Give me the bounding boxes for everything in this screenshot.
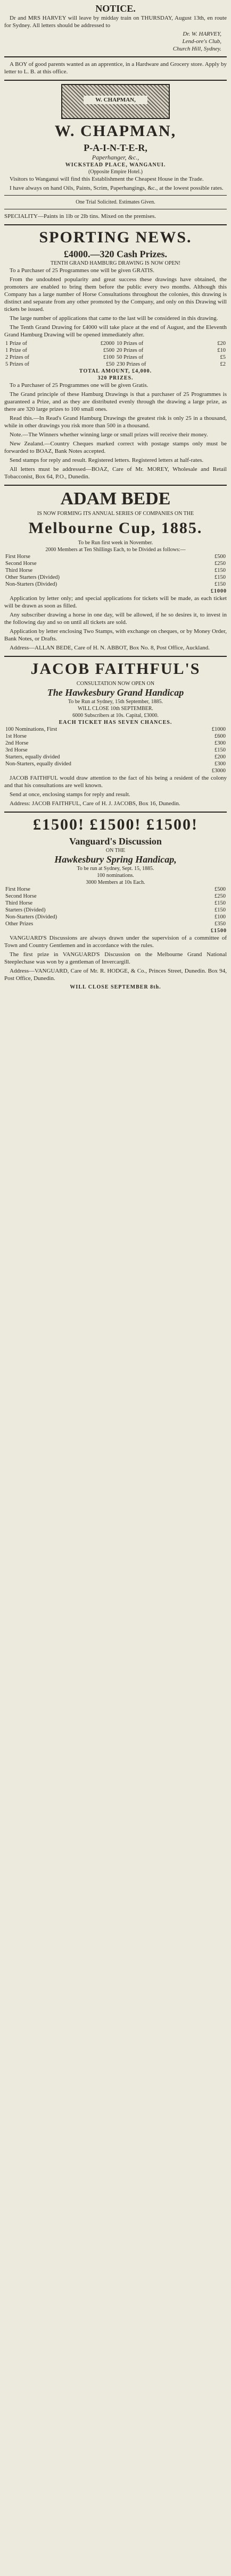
table-cell: £150 — [214, 747, 226, 753]
divider — [4, 80, 227, 81]
table-cell: Non-Starters (Divided) — [5, 581, 57, 587]
table-cell: 100 Nominations, First — [5, 727, 57, 732]
table-cell: Other Starters (Divided) — [5, 575, 60, 580]
notice-title: NOTICE. — [95, 3, 136, 14]
table-cell: 5 Prizes of — [5, 361, 29, 367]
table-cell: 1 Prize of — [5, 348, 27, 353]
chapman-opp: (Opposite Empire Hotel.) — [88, 169, 143, 175]
table-cell: 2 Prizes of — [5, 354, 29, 360]
table-cell: £500 — [214, 886, 226, 892]
table-cell: £300 — [214, 740, 226, 746]
sporting-prize-table — [4, 340, 227, 368]
table-cell: 3rd Horse — [5, 747, 28, 753]
sporting-p8: Send stamps for reply and result. Registered letters. Registered letters at half-rates. — [10, 457, 204, 463]
sporting-p1: From the undoubted popularity and great success these drawings have obtained, the promoters are enabled to bring them before the public every two months. Although this Company has a large number of Horse Consultations throughout the colonies, this drawing is distinct and separate from any other promoted by the Company, and only on this Drawing will tickets be issued. — [4, 276, 227, 313]
table-cell: £150 — [214, 581, 226, 587]
table-cell: Other Prizes — [5, 921, 34, 927]
table-cell: £100 — [214, 914, 226, 920]
notice-block — [4, 3, 227, 52]
jacob-ad — [4, 660, 227, 807]
table-cell — [4, 767, 184, 774]
adam-cup: Melbourne Cup, 1885. — [28, 519, 203, 537]
sporting-p5: Read this.—In Read's Grand Hamburg Drawings the greatest risk is only 25 in a thousand, while in other drawings you risk more than 500 in a thousand. — [4, 415, 227, 429]
table-cell: £500 — [103, 348, 114, 353]
vanguard-p3: Address—VANGUARD, Care of Mr. R. HODGE, & Co., Princes Street, Dunedin. Box 94, Post Office, Dunedin. — [4, 968, 227, 982]
adam-p3: Application by letter enclosing Two Stamps, with exchange on cheques, or by Money Order, Bank Notes, or Drafts. — [4, 628, 227, 642]
table-row — [4, 914, 227, 920]
chapman-special: SPECIALITY—Paints in 1lb or 2lb tins. Mixed on the premises. — [4, 213, 156, 219]
sporting-title: SPORTING NEWS. — [39, 229, 192, 246]
table-cell: £150 — [214, 907, 226, 913]
table-row — [4, 354, 227, 361]
table-cell: £10 — [217, 348, 226, 353]
table-row — [4, 747, 227, 754]
table-cell: £2 — [220, 361, 226, 367]
adam-line3: 2000 Members at Ten Shillings Each, to be Divided as follows:— — [45, 547, 186, 553]
table-cell: £150 — [214, 900, 226, 906]
divider — [4, 224, 227, 225]
vanguard-p1: VANGUARD'S Discussions are always drawn under the supervision of a committee of Town and Country Gentlemen and in accordance with the rules. — [4, 935, 227, 949]
adam-bede-ad — [4, 489, 227, 652]
jacob-line2: To be Run at Sydney, 15th September, 1885. — [68, 699, 163, 705]
table-cell: Starters (Divided) — [5, 907, 46, 913]
adam-prize-table — [4, 553, 227, 588]
jacob-p3: Address: JACOB FAITHFUL, Care of H. J. JACOBS, Box 16, Dunedin. — [10, 800, 180, 807]
newspaper-column — [4, 0, 227, 994]
divider — [4, 195, 227, 196]
table-cell: 20 Prizes of — [116, 348, 144, 353]
table-cell: £250 — [214, 893, 226, 899]
table-row — [4, 893, 227, 900]
adam-p4: Address—ALLAN BEDE, Care of H. N. ABBOT, Box No. 8, Post Office, Auckland. — [10, 645, 210, 651]
table-cell: £20 — [217, 341, 226, 347]
table-cell: 50 Prizes of — [116, 354, 144, 360]
table-row — [4, 553, 227, 560]
chapman-name: W. CHAPMAN, — [54, 122, 177, 140]
vanguard-prize-table — [4, 886, 227, 927]
sporting-p2: The large number of applications that came to the last will be considered in this drawing. — [10, 315, 218, 322]
jacob-title: JACOB FAITHFUL'S — [30, 660, 201, 678]
table-cell: 1 Prize of — [5, 341, 27, 347]
table-cell: Second Horse — [5, 561, 37, 567]
table-row — [4, 754, 227, 761]
table-cell: £150 — [214, 575, 226, 580]
table-cell: First Horse — [5, 554, 30, 560]
sporting-lead2: To a Purchaser of 25 Programmes one will be given Gratis. — [10, 382, 148, 388]
jacob-p2: Send at once, enclosing stamps for reply and result. — [10, 791, 130, 798]
chapman-address: WICKSTEAD PLACE, WANGANUI. — [65, 162, 166, 168]
table-row — [4, 581, 227, 588]
table-row — [4, 567, 227, 574]
table-cell: Third Horse — [5, 900, 33, 906]
notice-addr1: Dr. W. HARVEY, — [183, 31, 221, 37]
jacob-line5: EACH TICKET HAS SEVEN CHANCES. — [59, 720, 172, 725]
table-row — [4, 900, 227, 907]
jacob-line1: CONSULTATION NOW OPEN ON — [76, 681, 155, 687]
table-row — [4, 907, 227, 914]
chapman-logo — [61, 84, 170, 119]
adam-line2: To be Run first week in November. — [78, 540, 153, 546]
chapman-line: One Trial Solicited. Estimates Given. — [76, 199, 155, 205]
vanguard-p2: The first prize in VANGUARD'S Discussion on the Melbourne Grand National Steeplechase was won by a gentleman of Invercargill. — [4, 951, 227, 965]
sporting-p4: The Grand principle of these Hamburg Drawings is that a purchaser of 25 Programmes is guaranteed a Prize, and as they are distributed evenly through the drawing a large prize, as there are 320 large prizes to 100 small ones. — [4, 391, 227, 412]
vanguard-line3: 100 nominations. — [97, 873, 134, 879]
jacob-prize-table — [4, 726, 227, 774]
jacob-p1: JACOB FAITHFUL would draw attention to the fact of his being a resident of the colony and that his consultations are well known. — [4, 775, 227, 789]
divider — [4, 812, 227, 813]
jacob-cup: The Hawkesbury Grand Handicap — [47, 687, 184, 698]
table-row — [4, 886, 227, 893]
table-row — [4, 726, 227, 733]
chapman-p2: I have always on hand Oils, Paints, Scrim, Paperhangings, &c., at the lowest possible rates. — [10, 185, 224, 191]
table-cell: £5 — [220, 354, 226, 360]
sporting-lead: To a Purchaser of 25 Programmes one will be given GRATIS. — [10, 267, 155, 274]
chapman-ad — [4, 84, 227, 220]
vanguard-closing: WILL CLOSE SEPTEMBER 8th. — [70, 984, 161, 990]
vanguard-line1: ON THE — [105, 848, 126, 854]
notice-body: Dr and MRS HARVEY will leave by midday train on THURSDAY, August 13th, en route for Sydney. All letters should be addressed to — [4, 15, 227, 29]
sporting-p3: The Tenth Grand Drawing for £4000 will take place at the end of August, and the Eleventh Grand Hamburg Drawing will be opened immediately after. — [4, 324, 227, 338]
table-row — [4, 361, 227, 368]
chapman-logo-name: W. CHAPMAN, — [84, 96, 147, 104]
table-row — [4, 733, 227, 740]
table-cell: Second Horse — [5, 893, 37, 899]
adam-title: ADAM BEDE — [60, 489, 171, 509]
adam-p2: Any subscriber drawing a horse in one day, will be allowed, if he so desires it, to invest in the following day and so on until all tickets are sold. — [4, 612, 227, 626]
table-row — [4, 347, 227, 354]
sporting-sub: TENTH GRAND HAMBURG DRAWING IS NOW OPEN! — [50, 260, 180, 266]
divider — [4, 485, 227, 486]
table-cell: Third Horse — [5, 568, 33, 573]
table-cell: £1000 — [211, 727, 226, 732]
table-cell: £350 — [214, 921, 226, 927]
sporting-total: TOTAL AMOUNT, £4,000. — [79, 368, 152, 374]
table-row — [4, 740, 227, 747]
vanguard-banner: £1500! £1500! £1500! — [33, 816, 198, 833]
table-row — [4, 340, 227, 347]
table-cell: 2nd Horse — [5, 740, 29, 746]
sporting-p6: Note.—The Winners whether winning large or small prizes will receive their money. — [10, 432, 208, 438]
table-cell: £2000 — [100, 341, 114, 347]
table-cell: Non-Starters (Divided) — [5, 914, 57, 920]
table-cell: £300 — [214, 761, 226, 767]
vanguard-ad — [4, 816, 227, 991]
sporting-prize: £4000.—320 Cash Prizes. — [64, 249, 167, 259]
table-cell: 230 Prizes of — [116, 361, 146, 367]
table-cell: £100 — [103, 354, 114, 360]
vanguard-cup: Hawkesbury Spring Handicap, — [54, 854, 177, 865]
apprentice-ad: A BOY of good parents wanted as an apprentice, in a Hardware and Grocery store. Apply by letter to L. B. at this office. — [4, 61, 227, 75]
jacob-line3: WILL CLOSE 10th SEPTEMBER. — [78, 706, 153, 712]
adam-line1: IS NOW FORMING ITS ANNUAL SERIES OF COMPANIES ON THE — [37, 511, 194, 517]
table-cell: 1st Horse — [5, 733, 27, 739]
table-row — [4, 574, 227, 581]
vanguard-line2: To be run at Sydney, Sept. 15, 1885. — [77, 866, 154, 872]
notice-addr3: Church Hill, Sydney. — [172, 46, 221, 52]
sporting-p7: New Zealand.—Country Cheques marked correct with postage stamps only must be forwarded to BOAZ, Bank Notes accepted. — [4, 441, 227, 454]
table-cell: £200 — [214, 754, 226, 760]
sporting-p9: All letters must be addressed—BOAZ, Care of Mr. MOREY, Wholesale and Retail Tobacconist, Box 64, P.O., Dunedin. — [4, 466, 227, 480]
adam-p1: Application by letter only; and special applications for tickets will be made, as each ticket will be drawn as soon as filled. — [4, 595, 227, 609]
table-row — [4, 560, 227, 567]
table-cell: £600 — [214, 733, 226, 739]
sporting-count: 320 PRIZES. — [97, 375, 134, 381]
table-row — [4, 767, 227, 774]
divider — [4, 656, 227, 657]
table-cell: Non-Starters, equally divided — [5, 761, 71, 767]
notice-addr2: Lend-ore's Club, — [182, 38, 221, 45]
chapman-sub: Paperhanger, &c., — [92, 154, 139, 161]
vanguard-total: £1500 — [211, 928, 227, 934]
adam-total: £1000 — [211, 588, 227, 594]
sporting-ad — [4, 229, 227, 480]
chapman-p1: Visitors to Wanganui will find this Establishment the Cheapest House in the Trade. — [10, 176, 204, 182]
vanguard-line4: 3000 Members at 10s Each. — [86, 880, 145, 885]
table-cell: £250 — [214, 561, 226, 567]
table-row — [4, 920, 227, 927]
table-row — [4, 761, 227, 767]
chapman-trade: P-A-I-N-T-E-R, — [84, 142, 147, 153]
jacob-line4: 6000 Subscribers at 10s. Capital, £3000. — [72, 713, 159, 719]
table-cell: £150 — [214, 568, 226, 573]
divider — [4, 56, 227, 57]
table-cell: First Horse — [5, 886, 30, 892]
table-cell: £3000 — [211, 768, 226, 774]
table-cell: 10 Prizes of — [116, 341, 144, 347]
table-cell: £500 — [214, 554, 226, 560]
table-cell: Starters, equally divided — [5, 754, 60, 760]
vanguard-title: Vanguard's Discussion — [69, 836, 162, 847]
table-cell: £50 — [106, 361, 114, 367]
